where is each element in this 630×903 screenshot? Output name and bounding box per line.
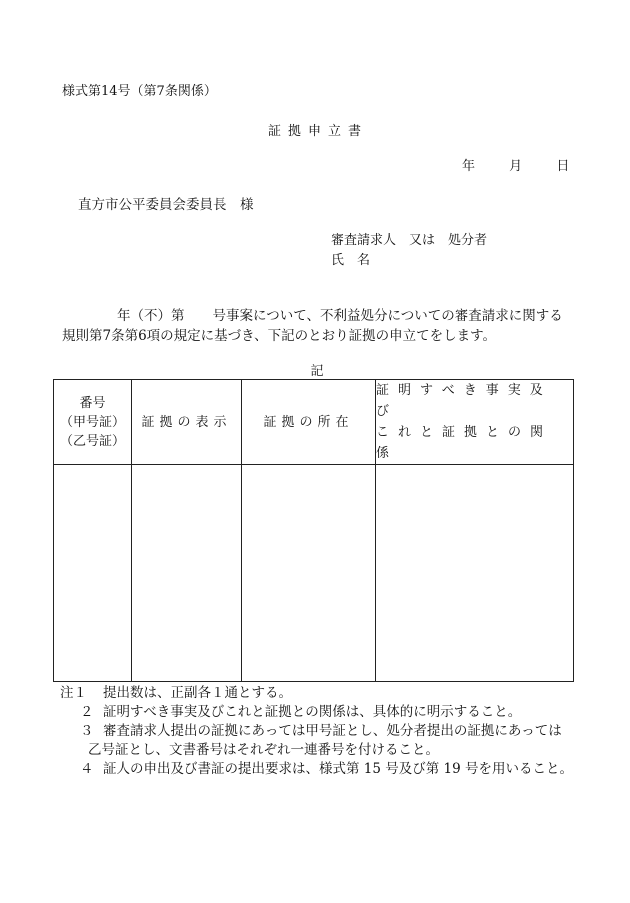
- page-title: 証拠申立書: [267, 124, 368, 139]
- note-1-text: 提出数は、正副各１通とする。: [103, 685, 292, 701]
- cell-relation[interactable]: [376, 465, 574, 682]
- applicant-role: 審査請求人 又は 処分者: [331, 233, 488, 248]
- col-number-l3: （乙号証）: [59, 433, 125, 449]
- col-display-header: 証拠の表示: [132, 380, 242, 465]
- note-3-cont: 乙号証とし、文書番号はそれぞれ一連番号を付けること。: [88, 742, 439, 758]
- date-day: 日: [556, 159, 570, 174]
- note-2-num: ２: [80, 704, 94, 720]
- note-4-text: 証人の申出及び書証の提出要求は、様式第 15 号及び第 19 号を用いること。: [103, 761, 574, 777]
- note-1: [60, 684, 600, 703]
- note-3-num: ３: [80, 723, 94, 739]
- cell-display[interactable]: [132, 465, 242, 682]
- cell-number[interactable]: [54, 465, 132, 682]
- body-line-1: [117, 304, 563, 324]
- note-4-num: ４: [80, 761, 94, 777]
- cell-location[interactable]: [242, 465, 376, 682]
- note-3: [60, 722, 600, 760]
- body-line-2: 規則第7条第6項の規定に基づき、下記のとおり証拠の申立てをします。: [62, 328, 497, 344]
- form-number: 様式第14号（第7条関係）: [62, 84, 217, 99]
- col-number-l2: （甲号証）: [59, 414, 125, 430]
- addressee: 直方市公平委員会委員長 様: [78, 197, 254, 213]
- ki-heading: 記: [310, 364, 324, 379]
- note-2-text: 証明すべき事実及びこれと証拠との関係は、具体的に明示すること。: [103, 704, 522, 720]
- table-row: [54, 465, 574, 682]
- evidence-table: [53, 379, 574, 682]
- applicant-name-label: 氏 名: [331, 253, 371, 268]
- col-relation-l1: 証明すべき事実及び: [376, 383, 552, 419]
- col-number-header: [54, 380, 132, 465]
- date-year: 年: [462, 159, 476, 174]
- date-month: 月: [509, 159, 523, 174]
- col-relation-header: [376, 380, 574, 465]
- date-line: [462, 155, 569, 174]
- col-number-l1: 番号: [79, 395, 106, 411]
- notes: [60, 684, 600, 779]
- note-2: [60, 703, 600, 722]
- note-3-text: 審査請求人提出の証拠にあっては甲号証とし、処分者提出の証拠にあっては: [103, 723, 562, 739]
- note-4: [60, 760, 600, 779]
- case-text: 号事案について、不利益処分についての審査請求に関する: [212, 308, 563, 324]
- case-year-label: 年（不）第: [117, 308, 185, 324]
- col-location-header: 証拠の所在: [242, 380, 376, 465]
- col-relation-l2: これと証拠との関係: [376, 425, 553, 461]
- table-header-row: [54, 380, 574, 465]
- note-1-num: 注１: [60, 685, 87, 701]
